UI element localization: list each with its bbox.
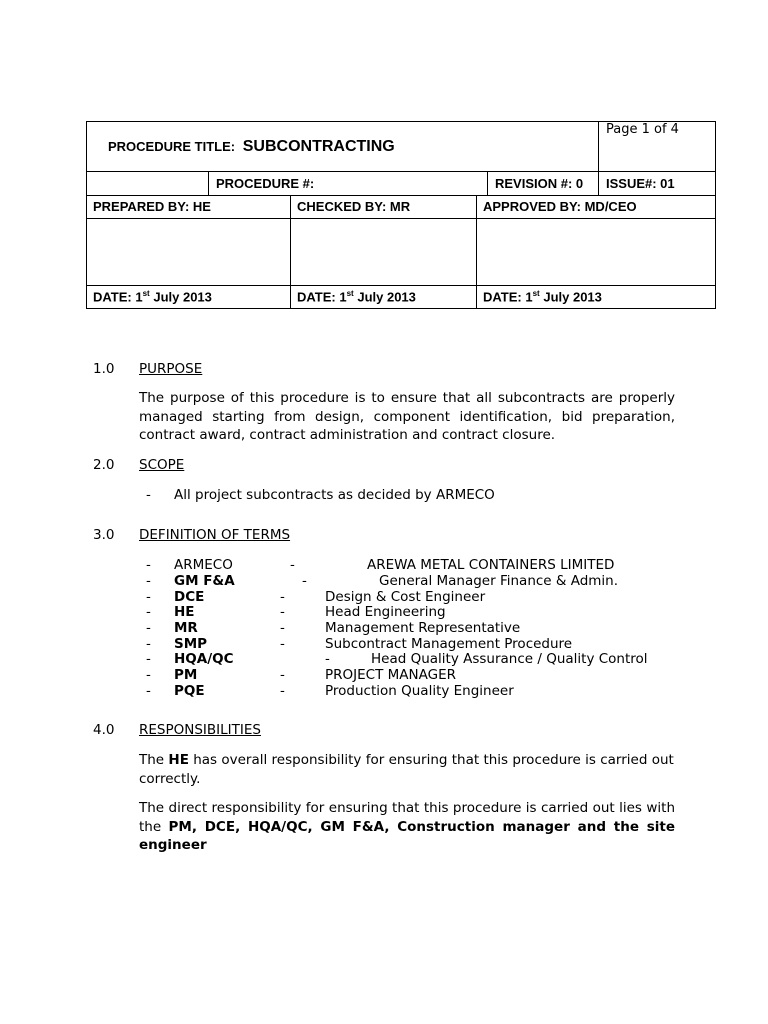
definition-row	[0, 651, 768, 667]
definition-row	[0, 667, 768, 683]
definition-term: GM F&A	[174, 573, 235, 589]
approved-by: APPROVED BY: MD/CEO	[483, 199, 637, 214]
definition-meaning: Production Quality Engineer	[325, 683, 514, 699]
bullet-dash: -	[146, 636, 151, 652]
section-heading-definitions: DEFINITION OF TERMS	[139, 527, 291, 543]
definition-separator: -	[280, 589, 285, 605]
bullet-dash: -	[146, 573, 151, 589]
procedure-title-value: SUBCONTRACTING	[242, 138, 395, 155]
table-rule	[87, 285, 715, 286]
definition-term: ARMECO	[174, 557, 233, 573]
section-number: 3.0	[93, 527, 115, 543]
revision-number: REVISION #: 0	[495, 176, 584, 191]
definition-separator: -	[280, 636, 285, 652]
bullet-dash: -	[146, 683, 151, 699]
checked-by: CHECKED BY: MR	[297, 199, 411, 214]
definition-meaning: Management Representative	[325, 620, 521, 636]
definition-meaning: General Manager Finance & Admin.	[379, 573, 619, 589]
page-number: Page 1 of 4	[606, 122, 679, 137]
bullet-dash: -	[146, 620, 151, 636]
definition-meaning: Head Quality Assurance / Quality Control	[371, 651, 648, 667]
definition-separator: -	[302, 573, 307, 589]
purpose-paragraph: The purpose of this procedure is to ensure that all subcontracts are properly managed starting from design, component identification, bid preparation, contract award, contract administration and contract closure.	[139, 390, 675, 443]
date-prepared: DATE: 1st July 2013	[93, 289, 212, 305]
scope-item: All project subcontracts as decided by ARMECO	[174, 487, 495, 503]
bullet-dash: -	[146, 604, 151, 620]
definition-term: HE	[174, 604, 195, 620]
bullet-dash: -	[146, 651, 151, 667]
definition-separator: -	[280, 620, 285, 636]
definition-meaning: Head Engineering	[325, 604, 446, 620]
definition-separator: -	[290, 557, 295, 573]
bullet-dash: -	[146, 557, 151, 573]
definition-row	[0, 573, 768, 589]
definition-separator: -	[325, 651, 330, 667]
definition-meaning: Design & Cost Engineer	[325, 589, 486, 605]
prepared-by: PREPARED BY: HE	[93, 199, 211, 214]
section-number: 2.0	[93, 457, 115, 473]
bullet-dash: -	[146, 589, 151, 605]
definition-term: MR	[174, 620, 198, 636]
definition-separator: -	[280, 604, 285, 620]
issue-number: ISSUE#: 01	[606, 176, 675, 191]
bullet-dash: -	[146, 667, 151, 683]
section-heading-scope: SCOPE	[139, 457, 185, 473]
definition-row	[0, 636, 768, 652]
section-number: 1.0	[93, 361, 115, 377]
definition-term: DCE	[174, 589, 205, 605]
bullet-dash: -	[146, 487, 151, 503]
date-checked: DATE: 1st July 2013	[297, 289, 416, 305]
definition-row	[0, 557, 768, 573]
table-rule	[290, 195, 291, 309]
section-number: 4.0	[93, 722, 115, 738]
procedure-title-label: PROCEDURE TITLE:	[108, 139, 236, 154]
section-heading-responsibilities: RESPONSIBILITIES	[139, 722, 261, 738]
definition-meaning: Subcontract Management Procedure	[325, 636, 573, 652]
procedure-header-table	[86, 121, 716, 309]
definition-row	[0, 620, 768, 636]
table-rule	[487, 171, 488, 195]
section-heading-purpose: PURPOSE	[139, 361, 203, 377]
date-approved: DATE: 1st July 2013	[483, 289, 602, 305]
definition-meaning: PROJECT MANAGER	[325, 667, 456, 683]
responsibility-paragraph-2: The direct responsibility for ensuring that this procedure is carried out lies with the PM, DCE, HQA/QC, GM F&A, Construction manager and the site engineer	[139, 800, 676, 853]
definition-row	[0, 683, 768, 699]
procedure-title	[108, 138, 395, 156]
responsibility-paragraph-1: The HE has overall responsibility for ensuring that this procedure is carried out correctly.	[139, 752, 674, 787]
table-rule	[87, 218, 715, 219]
procedure-number-label: PROCEDURE #:	[216, 176, 315, 191]
table-rule	[87, 171, 715, 172]
definition-term: SMP	[174, 636, 208, 652]
definition-term: HQA/QC	[174, 651, 234, 667]
definition-row	[0, 589, 768, 605]
definition-term: PM	[174, 667, 198, 683]
definition-separator: -	[280, 667, 285, 683]
definition-term: PQE	[174, 683, 205, 699]
table-rule	[476, 195, 477, 309]
table-rule	[208, 171, 209, 195]
table-rule	[598, 122, 599, 196]
definition-separator: -	[280, 683, 285, 699]
table-rule	[87, 195, 715, 196]
definition-row	[0, 604, 768, 620]
definition-meaning: AREWA METAL CONTAINERS LIMITED	[367, 557, 615, 573]
